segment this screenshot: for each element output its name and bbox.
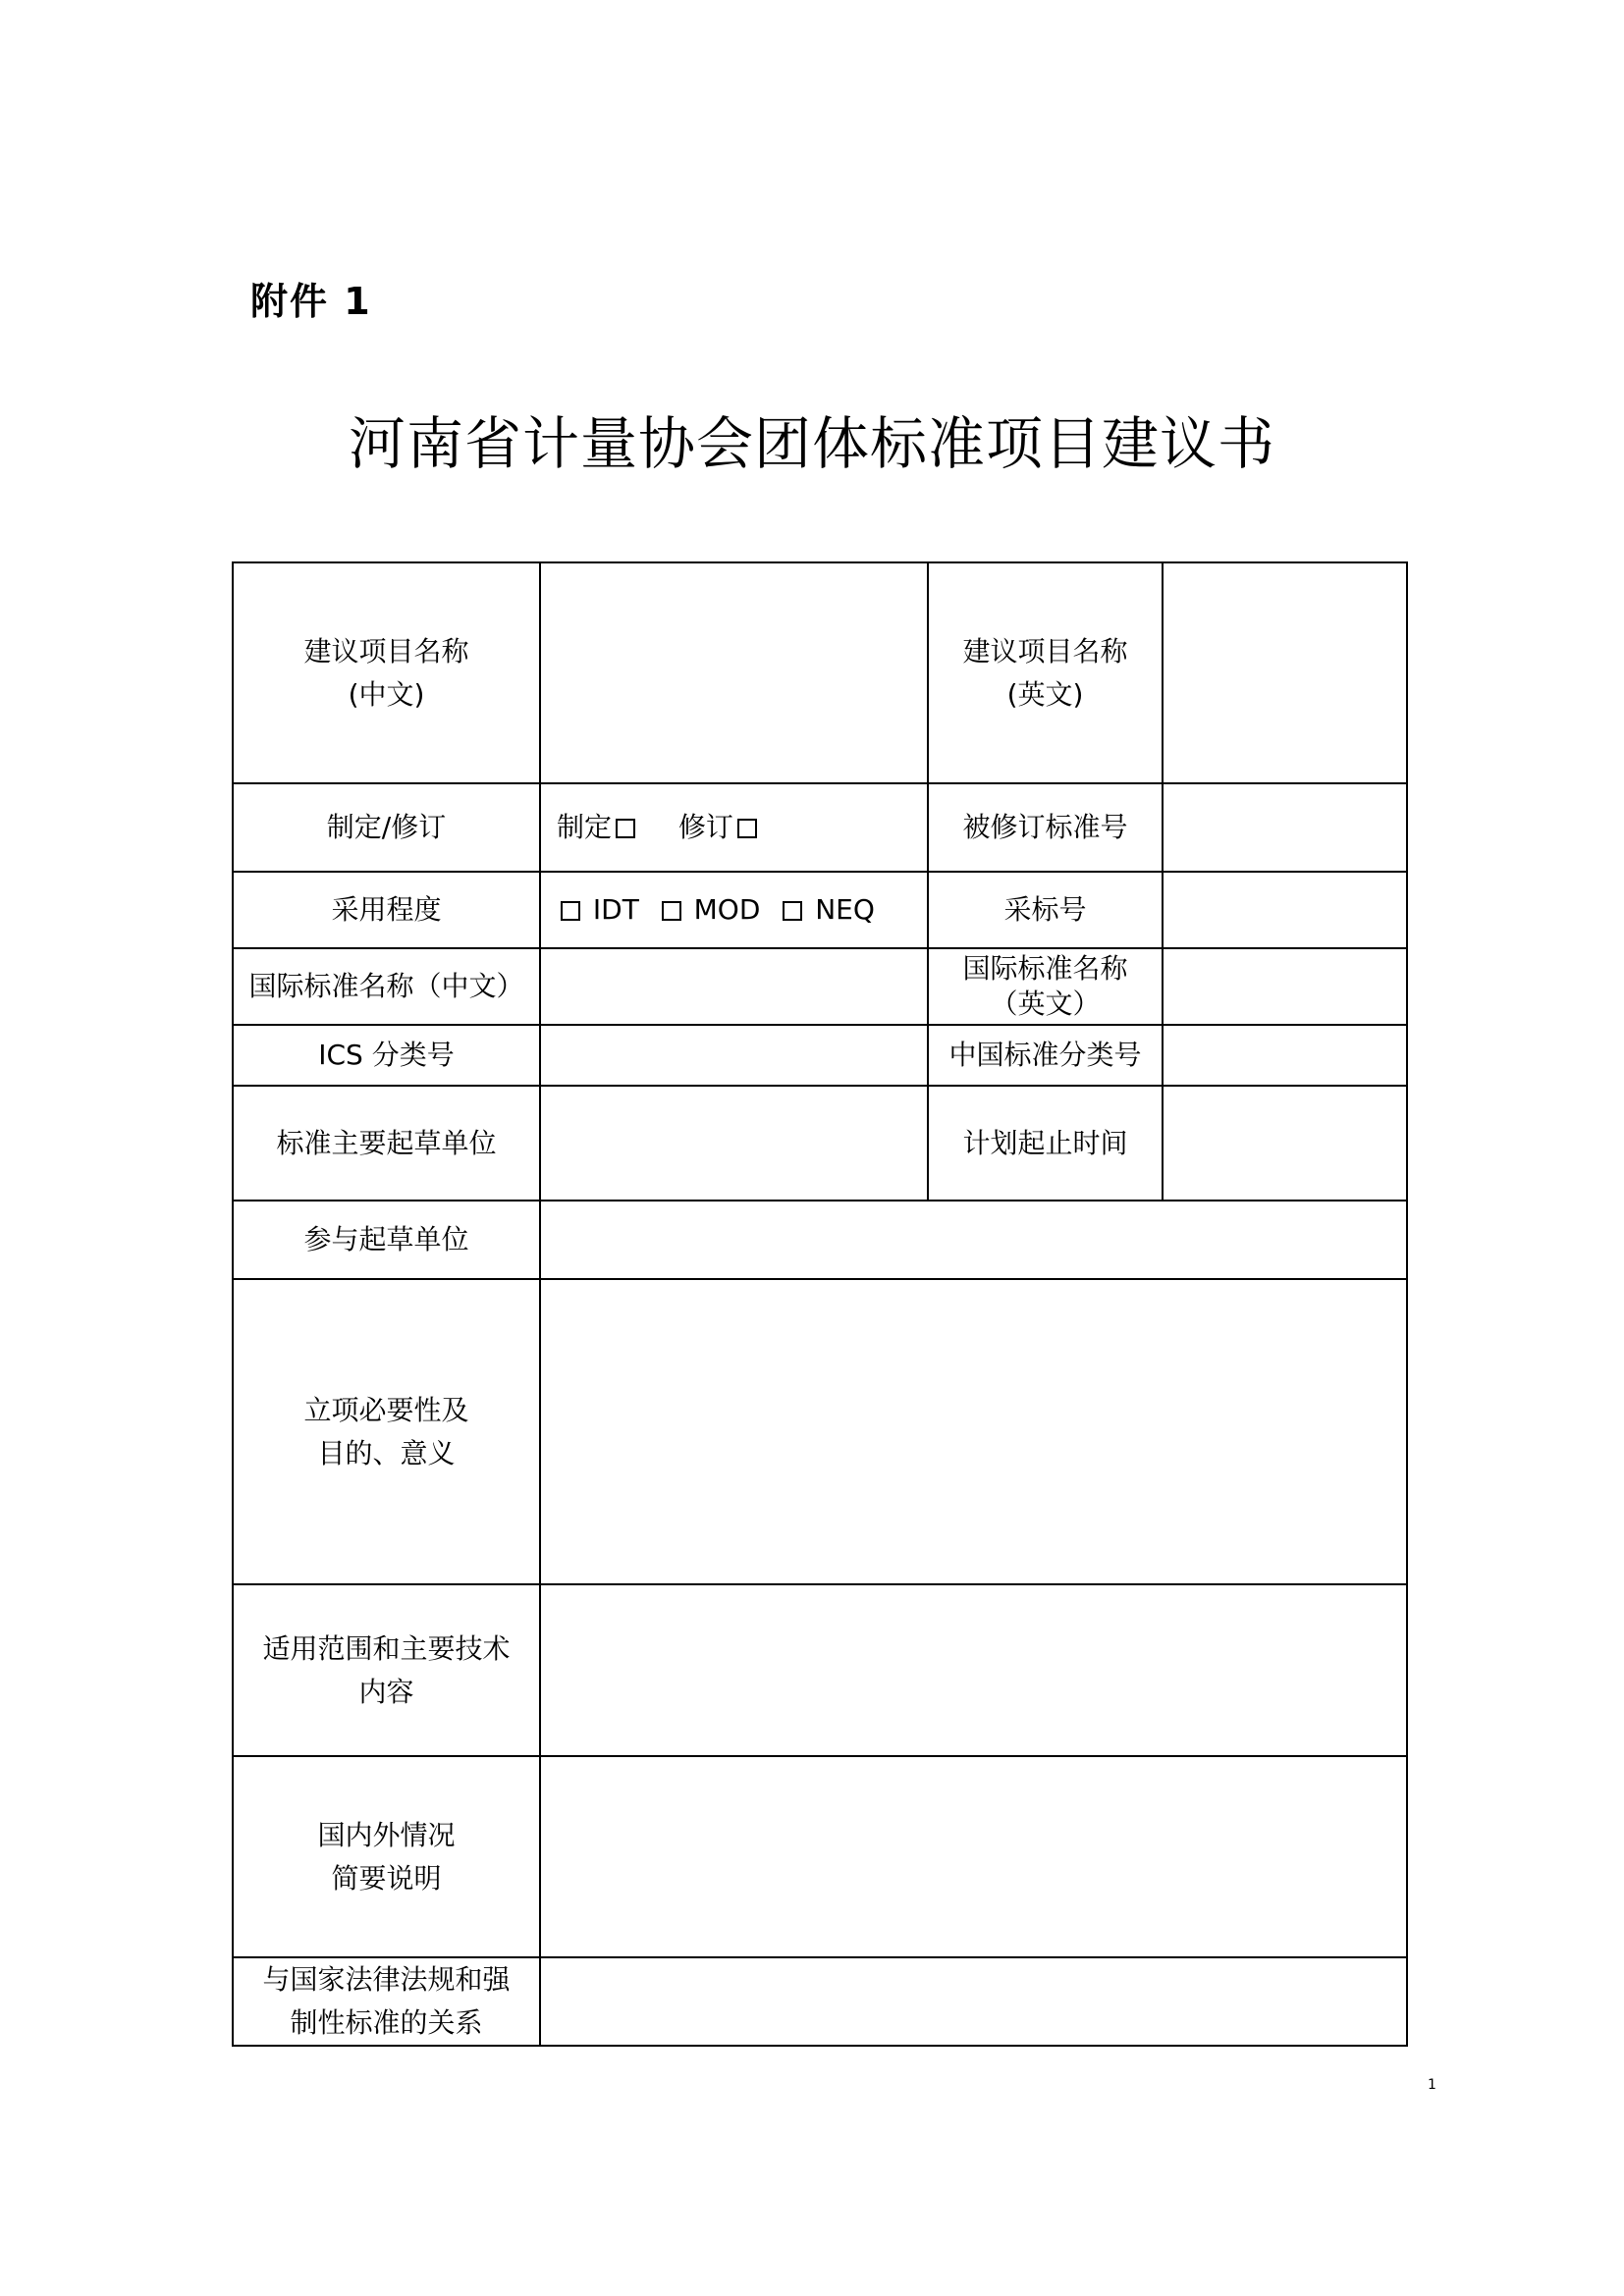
row-necessity	[233, 1279, 1407, 1584]
label-adoption-degree: 采用程度	[233, 872, 540, 948]
row-co-drafters	[233, 1201, 1407, 1279]
label-project-name-en: 建议项目名称 (英文)	[928, 562, 1163, 783]
label-international-name-en: 国际标准名称 （英文）	[928, 948, 1163, 1025]
row-classification	[233, 1025, 1407, 1086]
row-relation	[233, 1957, 1407, 2046]
option-mod-label: MOD	[693, 893, 761, 926]
mod-checkbox[interactable]	[662, 901, 681, 921]
option-revise-label: 修订	[677, 811, 733, 843]
field-plan-period[interactable]	[1163, 1086, 1407, 1201]
row-international-name	[233, 948, 1407, 1025]
option-idt-label: IDT	[592, 893, 639, 926]
row-project-name	[233, 562, 1407, 783]
make-checkbox[interactable]	[616, 819, 635, 838]
row-drafter	[233, 1086, 1407, 1201]
field-scope[interactable]	[540, 1584, 1407, 1756]
field-co-drafters[interactable]	[540, 1201, 1407, 1279]
label-china-class-code: 中国标准分类号	[928, 1025, 1163, 1086]
field-situation[interactable]	[540, 1756, 1407, 1957]
field-international-name-en[interactable]	[1163, 948, 1407, 1025]
page-number: 1	[1428, 2077, 1436, 2093]
label-international-name-cn: 国际标准名称（中文）	[233, 948, 540, 1025]
row-adoption	[233, 872, 1407, 948]
label-situation: 国内外情况 简要说明	[233, 1756, 540, 1957]
field-project-name-cn[interactable]	[540, 562, 928, 783]
document-title: 河南省计量协会团体标准项目建议书	[348, 410, 1275, 477]
label-plan-period: 计划起止时间	[928, 1086, 1163, 1201]
idt-checkbox[interactable]	[561, 901, 580, 921]
field-international-name-cn[interactable]	[540, 948, 928, 1025]
proposal-form-table	[232, 561, 1408, 2047]
adoption-options	[540, 872, 928, 948]
row-scope	[233, 1584, 1407, 1756]
row-make-revise	[233, 783, 1407, 872]
field-relation[interactable]	[540, 1957, 1407, 2046]
field-ics-code[interactable]	[540, 1025, 928, 1086]
field-china-class-code[interactable]	[1163, 1025, 1407, 1086]
label-make-revise: 制定/修订	[233, 783, 540, 872]
field-adopted-standard-number[interactable]	[1163, 872, 1407, 948]
option-neq-label: NEQ	[815, 893, 875, 926]
label-revised-standard-number: 被修订标准号	[928, 783, 1163, 872]
field-revised-standard-number[interactable]	[1163, 783, 1407, 872]
option-make-label: 制定	[557, 811, 613, 843]
label-co-drafters: 参与起草单位	[233, 1201, 540, 1279]
label-scope: 适用范围和主要技术 内容	[233, 1584, 540, 1756]
revise-checkbox[interactable]	[737, 819, 757, 838]
label-necessity: 立项必要性及 目的、意义	[233, 1279, 540, 1584]
field-necessity[interactable]	[540, 1279, 1407, 1584]
label-project-name-cn: 建议项目名称 (中文)	[233, 562, 540, 783]
label-adopted-standard-number: 采标号	[928, 872, 1163, 948]
neq-checkbox[interactable]	[783, 901, 802, 921]
row-situation	[233, 1756, 1407, 1957]
label-relation: 与国家法律法规和强 制性标准的关系	[233, 1957, 540, 2046]
make-revise-options	[540, 783, 928, 872]
label-ics-code: ICS 分类号	[233, 1025, 540, 1086]
attachment-label: 附件 1	[250, 280, 372, 323]
field-main-drafter[interactable]	[540, 1086, 928, 1201]
field-project-name-en[interactable]	[1163, 562, 1407, 783]
label-main-drafter: 标准主要起草单位	[233, 1086, 540, 1201]
